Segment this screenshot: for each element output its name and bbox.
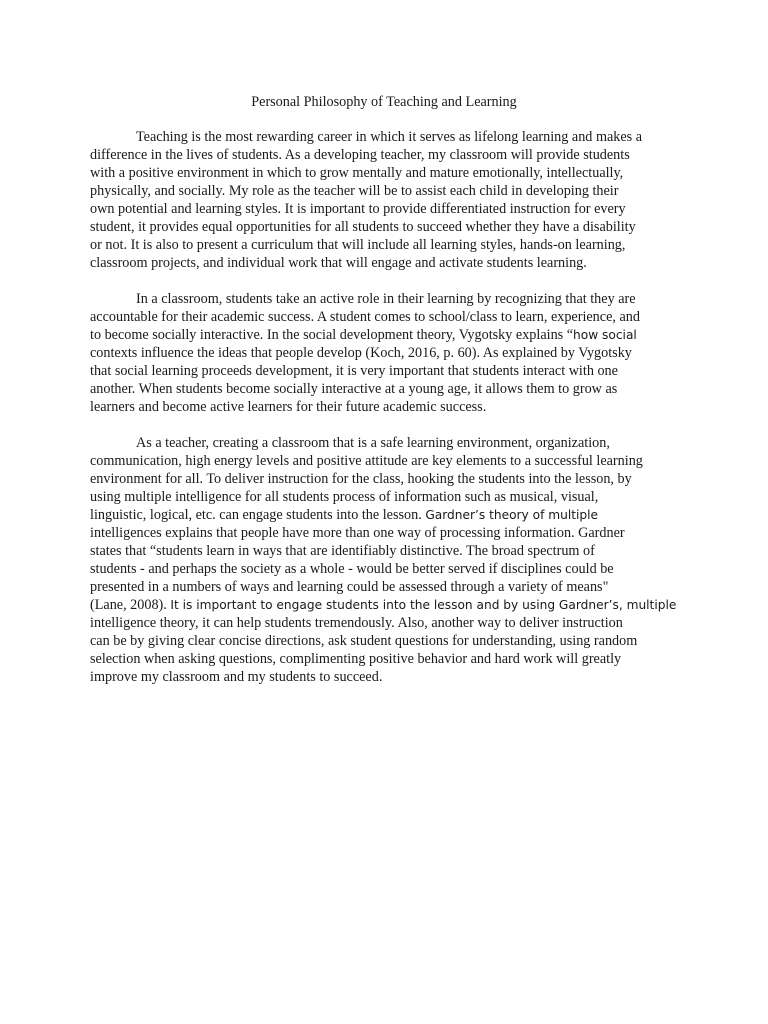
text-line: student, it provides equal opportunities for all students to succeed whether they have a disability — [90, 219, 636, 235]
text-line: can be by giving clear concise directions, ask student questions for understanding, using random — [90, 633, 638, 649]
text-segment-alt-font: It is important to engage students into the lesson and by using Gardner’s, multiple — [170, 598, 677, 612]
text-line: students - and perhaps the society as a whole - would be better served if disciplines could be — [90, 561, 614, 577]
text-line: learners and become active learners for their future academic success. — [90, 399, 487, 415]
text-segment-alt-font: Gardner’s theory of multiple — [425, 508, 599, 522]
text-line: selection when asking questions, complimenting positive behavior and hard work will greatly — [90, 651, 622, 667]
text-line: communication, high energy levels and positive attitude are key elements to a successful learning — [90, 453, 643, 469]
text-line: contexts influence the ideas that people develop (Koch, 2016, p. 60). As explained by Vygotsky — [90, 345, 632, 361]
paragraph-2 — [90, 290, 680, 416]
document-title: Personal Philosophy of Teaching and Learning — [251, 94, 517, 110]
text-line: accountable for their academic success. A student comes to school/class to learn, experience, and — [90, 309, 640, 325]
paragraph-1 — [90, 128, 680, 272]
text-line: another. When students become socially interactive at a young age, it allows them to grow as — [90, 381, 618, 397]
text-line — [90, 506, 680, 524]
text-line: In a classroom, students take an active role in their learning by recognizing that they are — [136, 291, 636, 307]
paragraph-3 — [90, 434, 680, 686]
text-line: Teaching is the most rewarding career in which it serves as lifelong learning and makes a — [136, 129, 643, 145]
text-line — [90, 596, 680, 614]
text-line — [90, 326, 680, 344]
text-line: intelligence theory, it can help students tremendously. Also, another way to deliver instruction — [90, 615, 623, 631]
text-line: difference in the lives of students. As a developing teacher, my classroom will provide students — [90, 147, 630, 163]
text-line: intelligences explains that people have more than one way of processing information. Gardner — [90, 525, 625, 541]
text-line: with a positive environment in which to grow mentally and mature emotionally, intellectually, — [90, 165, 624, 181]
text-line: classroom projects, and individual work that will engage and activate students learning. — [90, 255, 587, 271]
text-line: states that “students learn in ways that are identifiably distinctive. The broad spectrum of — [90, 543, 595, 559]
text-line: using multiple intelligence for all students process of information such as musical, visual, — [90, 489, 599, 505]
text-segment: linguistic, logical, etc. can engage students into the lesson. — [90, 507, 426, 523]
text-line: improve my classroom and my students to succeed. — [90, 669, 383, 685]
text-line: presented in a numbers of ways and learning could be assessed through a variety of means" — [90, 579, 609, 595]
text-segment-alt-font: how social — [573, 328, 637, 342]
text-line: or not. It is also to present a curriculum that will include all learning styles, hands-on learning, — [90, 237, 626, 253]
text-segment: (Lane, 2008). — [90, 597, 171, 613]
text-line: As a teacher, creating a classroom that is a safe learning environment, organization, — [136, 435, 610, 451]
text-line: physically, and socially. My role as the teacher will be to assist each child in developing their — [90, 183, 619, 199]
text-segment: to become socially interactive. In the social development theory, Vygotsky explains “ — [90, 327, 574, 343]
text-line: own potential and learning styles. It is important to provide differentiated instruction for every — [90, 201, 626, 217]
text-line: that social learning proceeds development, it is very important that students interact with one — [90, 363, 618, 379]
text-line: environment for all. To deliver instruction for the class, hooking the students into the lesson, by — [90, 471, 632, 487]
